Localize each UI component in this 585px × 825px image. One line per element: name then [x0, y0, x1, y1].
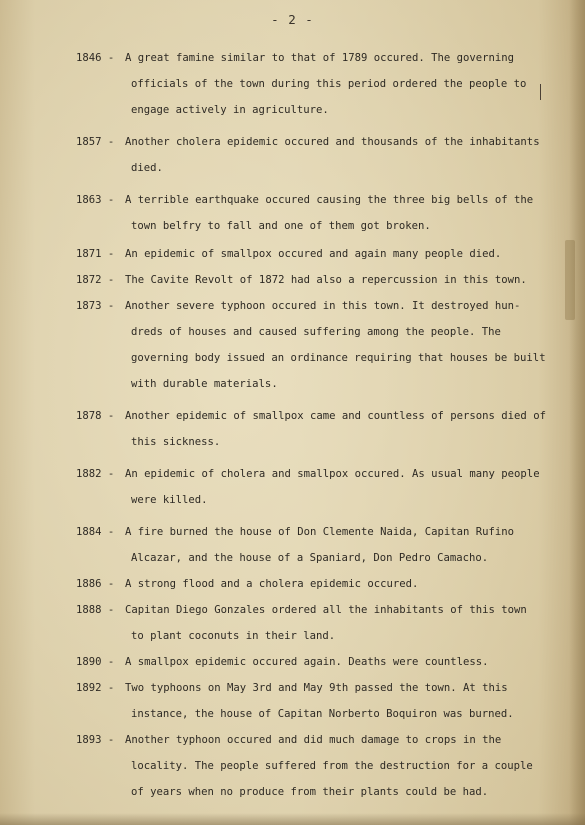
- chronology-entry: [76, 45, 556, 123]
- entry-year: 1893 -: [76, 734, 115, 746]
- page-bottom-shadow: [0, 813, 585, 825]
- entry-line: engage actively in agriculture.: [131, 104, 329, 116]
- entry-text: [76, 267, 556, 293]
- chronology-entry: [76, 241, 556, 267]
- entry-text: [76, 45, 556, 123]
- entry-line: Another cholera epidemic occured and thousands of the inhabitants: [125, 136, 540, 148]
- entry-line: officials of the town during this period ordered the people to: [131, 78, 527, 90]
- entry-year: 1888 -: [76, 604, 115, 616]
- entry-year: 1884 -: [76, 526, 115, 538]
- entry-text: [76, 519, 556, 571]
- entry-line: dreds of houses and caused suffering among the people. The: [131, 326, 501, 338]
- entry-line: locality. The people suffered from the destruction for a couple: [131, 760, 533, 772]
- entry-text: [76, 403, 556, 455]
- entry-text: [76, 129, 556, 181]
- chronology-entry: [76, 293, 556, 397]
- chronology-entry: [76, 649, 556, 675]
- entry-line: An epidemic of cholera and smallpox occured. As usual many people: [125, 468, 540, 480]
- entry-year: 1882 -: [76, 468, 115, 480]
- entry-line: A strong flood and a cholera epidemic occured.: [125, 578, 419, 590]
- entry-line: this sickness.: [131, 436, 221, 448]
- paper-stain: [565, 240, 575, 320]
- entry-line: governing body issued an ordinance requiring that houses be built: [131, 352, 546, 364]
- chronology-entry: [76, 461, 556, 513]
- entry-line: died.: [131, 162, 163, 174]
- entry-text: [76, 649, 556, 675]
- entry-line: A terrible earthquake occured causing the three big bells of the: [125, 194, 534, 206]
- entry-text: [76, 293, 556, 397]
- chronology-entry: [76, 403, 556, 455]
- page-number: - 2 -: [271, 12, 314, 27]
- chronology-entry: [76, 675, 556, 727]
- entry-line: town belfry to fall and one of them got broken.: [131, 220, 431, 232]
- entry-year: 1873 -: [76, 300, 115, 312]
- chronology-entries: [76, 45, 556, 805]
- entry-line: instance, the house of Capitan Norberto Boquiron was burned.: [131, 708, 514, 720]
- entry-line: A smallpox epidemic occured again. Deaths were countless.: [125, 656, 489, 668]
- chronology-entry: [76, 519, 556, 571]
- entry-year: 1872 -: [76, 274, 115, 286]
- entry-year: 1871 -: [76, 248, 115, 260]
- entry-line: Another epidemic of smallpox came and countless of persons died of: [125, 410, 546, 422]
- chronology-entry: [76, 727, 556, 805]
- entry-text: [76, 597, 556, 649]
- entry-line: A fire burned the house of Don Clemente Naida, Capitan Rufino: [125, 526, 515, 538]
- entry-year: 1892 -: [76, 682, 115, 694]
- chronology-entry: [76, 597, 556, 649]
- entry-line: The Cavite Revolt of 1872 had also a repercussion in this town.: [125, 274, 527, 286]
- chronology-entry: [76, 187, 556, 239]
- entry-text: [76, 241, 556, 267]
- entry-text: [76, 461, 556, 513]
- entry-year: 1890 -: [76, 656, 115, 668]
- chronology-entry: [76, 129, 556, 181]
- entry-line: with durable materials.: [131, 378, 278, 390]
- entry-text: [76, 571, 556, 597]
- entry-year: 1846 -: [76, 52, 115, 64]
- entry-line: Another typhoon occured and did much damage to crops in the: [125, 734, 502, 746]
- entry-year: 1857 -: [76, 136, 115, 148]
- chronology-entry: [76, 267, 556, 293]
- entry-line: Alcazar, and the house of a Spaniard, Don Pedro Camacho.: [131, 552, 489, 564]
- entry-text: [76, 675, 556, 727]
- entry-text: [76, 187, 556, 239]
- entry-year: 1863 -: [76, 194, 115, 206]
- page-edge-shadow: [569, 0, 585, 825]
- entry-line: An epidemic of smallpox occured and again many people died.: [125, 248, 502, 260]
- entry-line: Another severe typhoon occured in this town. It destroyed hun-: [125, 300, 521, 312]
- chronology-entry: [76, 571, 556, 597]
- entry-line: A great famine similar to that of 1789 occured. The governing: [125, 52, 515, 64]
- entry-year: 1886 -: [76, 578, 115, 590]
- entry-line: of years when no produce from their plants could be had.: [131, 786, 489, 798]
- entry-line: were killed.: [131, 494, 208, 506]
- entry-line: Two typhoons on May 3rd and May 9th passed the town. At this: [125, 682, 508, 694]
- entry-line: Capitan Diego Gonzales ordered all the inhabitants of this town: [125, 604, 527, 616]
- entry-text: [76, 727, 556, 805]
- entry-line: to plant coconuts in their land.: [131, 630, 336, 642]
- entry-year: 1878 -: [76, 410, 115, 422]
